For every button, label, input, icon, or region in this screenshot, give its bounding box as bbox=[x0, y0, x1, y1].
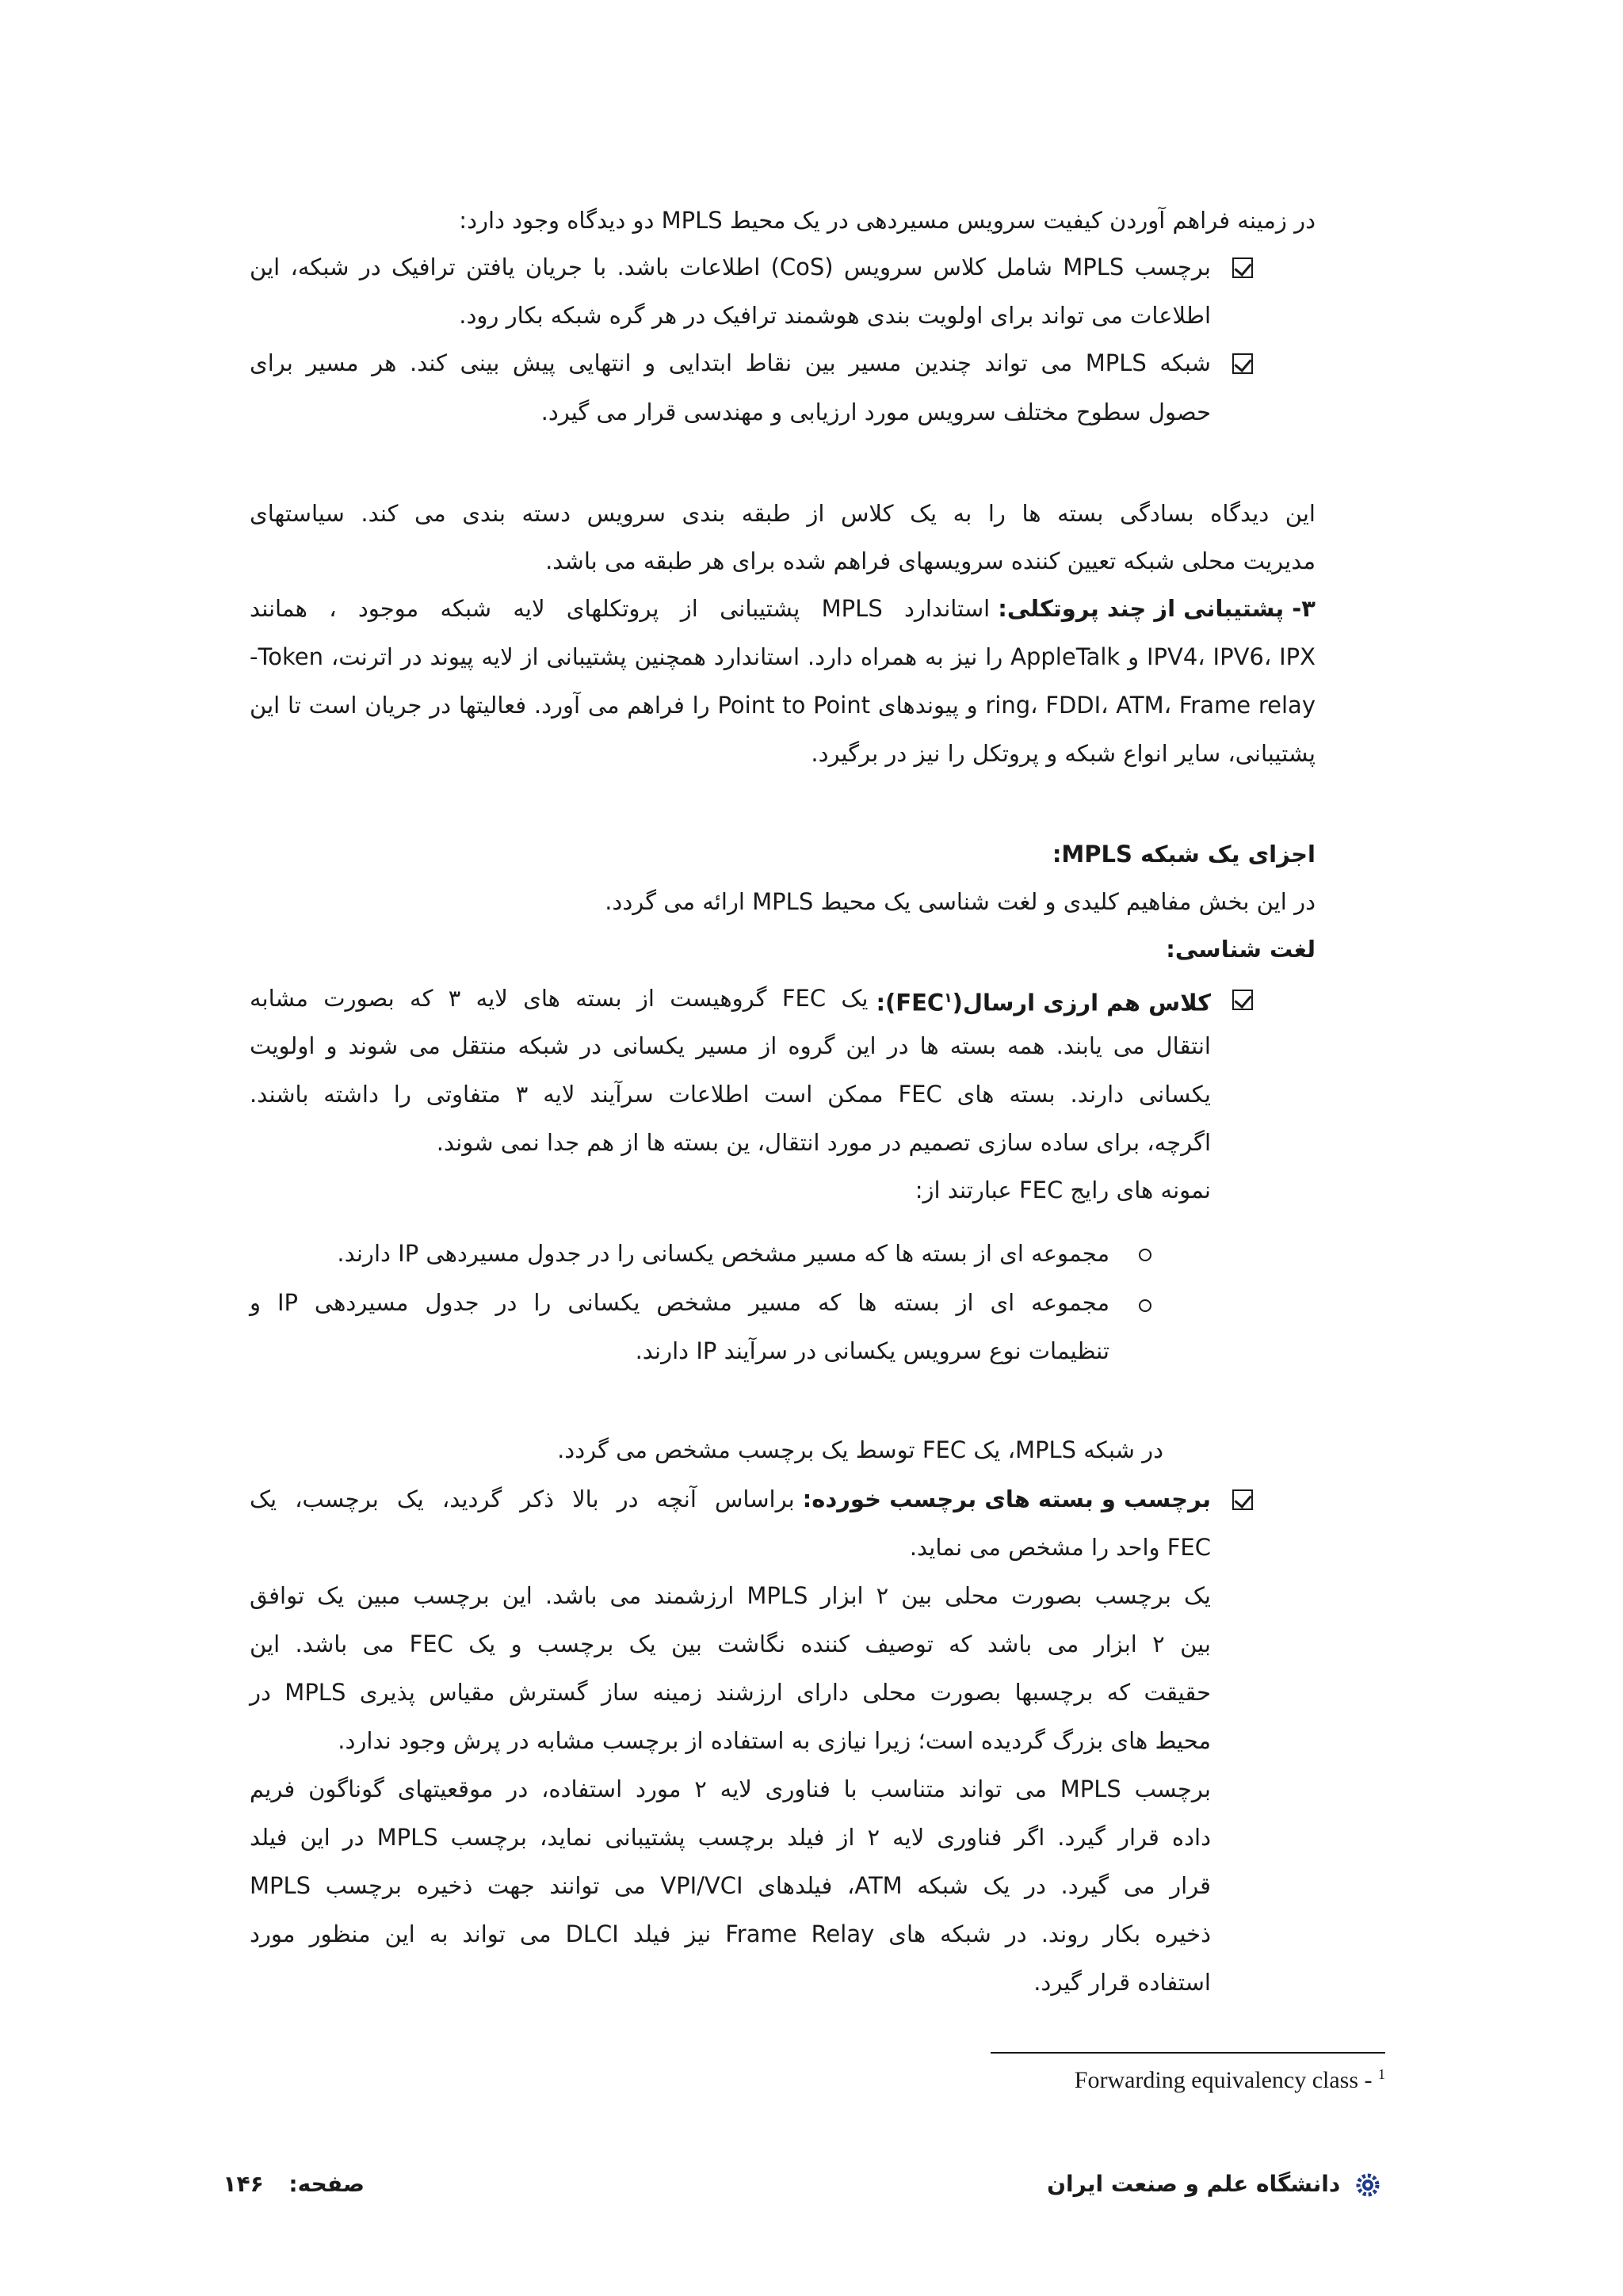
fec-line-4: اگرچه، برای ساده سازی تصمیم در مورد انتقال، ین بسته ها از هم جدا نمی شوند. bbox=[436, 1129, 1211, 1156]
bullet-circle-icon bbox=[1139, 1299, 1151, 1312]
university-logo-icon bbox=[1354, 2172, 1381, 2199]
viewpoint-1-line-1: برچسب MPLS شامل کلاس سرویس (CoS) اطلاعات باشد. با جریان یافتن ترافیک در شبکه، این bbox=[250, 254, 1211, 280]
footnote-divider bbox=[991, 2052, 1385, 2054]
checkbox-icon bbox=[1232, 353, 1253, 374]
intro-text: در زمینه فراهم آوردن کیفیت سرویس مسیردهی در یک محیط MPLS دو دیدگاه وجود دارد: bbox=[459, 207, 1316, 234]
fec-closing: در شبکه MPLS، یک FEC توسط یک برچسب مشخص می گردد. bbox=[557, 1436, 1163, 1463]
labels-line-8: داده قرار گیرد. اگر فناوری لایه ۲ از فیلد برچسب پشتیبانی نماید، برچسب MPLS در این فیلد bbox=[250, 1824, 1211, 1851]
page-label: صفحه: bbox=[288, 2171, 365, 2197]
checkbox-icon bbox=[1232, 257, 1253, 278]
components-heading: اجزای یک شبکه MPLS: bbox=[1052, 841, 1316, 868]
viewpoint-2-line-1: شبکه MPLS می تواند چندین مسیر بین نقاط ابتدایی و انتهایی پیش بینی کند. هر مسیر برای bbox=[250, 349, 1211, 376]
paragraph-1-line-2: مدیریت محلی شبکه تعیین کننده سرویسهای فراهم شده برای هر طبقه می باشد. bbox=[545, 547, 1316, 574]
bullet-circle-icon bbox=[1139, 1249, 1151, 1261]
checkbox-icon bbox=[1232, 1489, 1253, 1510]
footnote-number: 1 bbox=[1378, 2066, 1385, 2082]
footnote-reference: ۱ bbox=[944, 990, 953, 1006]
fec-line-5: نمونه های رایج FEC عبارتند از: bbox=[915, 1177, 1211, 1203]
labels-first-line bbox=[250, 1483, 1211, 1515]
fec-definition-line-1: یک FEC گروهیست از بسته های لایه ۳ که بصورت مشابه bbox=[250, 985, 869, 1012]
page-number: ۱۴۶ bbox=[223, 2171, 264, 2197]
fec-example-2-line-1: مجموعه ای از بسته ها که مسیر مشخص یکسانی را در جدول مسیردهی IP و bbox=[250, 1289, 1109, 1316]
labels-line-6: محیط های بزرگ گردیده است؛ زیرا نیازی به استفاده از برچسب مشابه در پرش وجود ندارد. bbox=[338, 1727, 1211, 1754]
labels-line-4: بین ۲ ابزار می باشد که توصیف کننده نگاشت بین یک برچسب و یک FEC می باشد. این bbox=[250, 1630, 1211, 1657]
section-3-line-2: IPV4، IPV6، IPX و AppleTalk را نیز به همراه دارد. استاندارد همچنین پشتیبانی از لایه پیوند در اترنت، Token- bbox=[250, 643, 1316, 670]
paragraph-1-line-1: این دیدگاه بسادگی بسته ها را به یک کلاس از طبقه بندی سرویس دسته بندی می کند. سیاستهای bbox=[250, 500, 1316, 527]
viewpoint-2-line-2: حصول سطوح مختلف سرویس مورد ارزیابی و مهندسی قرار می گیرد. bbox=[540, 399, 1211, 425]
fec-first-line bbox=[250, 982, 1211, 1019]
footnote-text: Forwarding equivalency class - bbox=[1074, 2067, 1378, 2093]
fec-term: کلاس هم ارزی ارسال(FEC$^۱$): bbox=[876, 989, 1211, 1016]
labels-line-11: استفاده قرار گیرد. bbox=[1033, 1969, 1211, 1996]
section-3-heading: ۳- پشتیبانی از چند پروتکلی: bbox=[998, 595, 1316, 622]
labels-line-1: براساس آنچه در بالا ذکر گردید، یک برچسب، یک bbox=[250, 1486, 795, 1512]
terminology-heading: لغت شناسی: bbox=[1166, 936, 1316, 963]
fec-line-3: یکسانی دارند. بسته های FEC ممکن است اطلاعات سرآیند لایه ۳ متفاوتی را داشته باشند. bbox=[250, 1081, 1211, 1108]
section-3-line-1: استاندارد MPLS پشتیبانی از پروتکلهای لایه شبکه موجود ، همانند bbox=[250, 595, 991, 622]
components-intro: در این بخش مفاهیم کلیدی و لغت شناسی یک محیط MPLS ارائه می گردد. bbox=[605, 888, 1316, 915]
footer-university: دانشگاه علم و صنعت ایران bbox=[1047, 2168, 1381, 2200]
page-number-block bbox=[223, 2168, 365, 2200]
section-3-line-4: پشتیبانی، سایر انواع شبکه و پروتکل را نیز در برگیرد. bbox=[811, 740, 1316, 767]
viewpoint-1-line-2: اطلاعات می تواند برای اولویت بندی هوشمند ترافیک در هر گره شبکه بکار رود. bbox=[459, 302, 1211, 329]
fec-example-1: مجموعه ای از بسته ها که مسیر مشخص یکسانی را در جدول مسیردهی IP دارند. bbox=[337, 1240, 1109, 1267]
labels-line-5: حقیقت که برچسبها بصورت محلی دارای ارزشند زمینه ساز گسترش مقیاس پذیری MPLS در bbox=[250, 1679, 1211, 1706]
labels-line-9: قرار می گیرد. در یک شبکه ATM، فیلدهای VPI/VCI می توانند جهت ذخیره برچسب MPLS bbox=[250, 1872, 1211, 1899]
footnote bbox=[1075, 2066, 1385, 2094]
checkbox-icon bbox=[1232, 990, 1253, 1010]
fec-example-2-line-2: تنظیمات نوع سرویس یکسانی در سرآیند IP دارند. bbox=[635, 1337, 1109, 1364]
labels-term: برچسب و بسته های برچسب خورده: bbox=[802, 1486, 1211, 1512]
labels-line-10: ذخیره بکار روند. در شبکه های Frame Relay نیز فیلد DLCI می تواند به این منظور مورد bbox=[250, 1920, 1211, 1947]
labels-line-2: FEC واحد را مشخص می نماید. bbox=[909, 1534, 1211, 1561]
fec-line-2: انتقال می یابند. همه بسته ها در این گروه از مسیر یکسانی در شبکه منتقل می شوند و اولویت bbox=[250, 1032, 1211, 1059]
labels-line-7: برچسب MPLS می تواند متناسب با فناوری لایه ۲ مورد استفاده، در موقعیتهای گوناگون فریم bbox=[250, 1775, 1211, 1802]
section-3-first-line bbox=[250, 593, 1316, 624]
labels-line-3: یک برچسب بصورت محلی بین ۲ ابزار MPLS ارزشمند می باشد. این برچسب مبین یک توافق bbox=[250, 1582, 1211, 1609]
section-3-line-3: ring، FDDI، ATM، Frame relay و پیوندهای Point to Point را فراهم می آورد. فعالیتها در جریان است تا این bbox=[250, 692, 1316, 719]
